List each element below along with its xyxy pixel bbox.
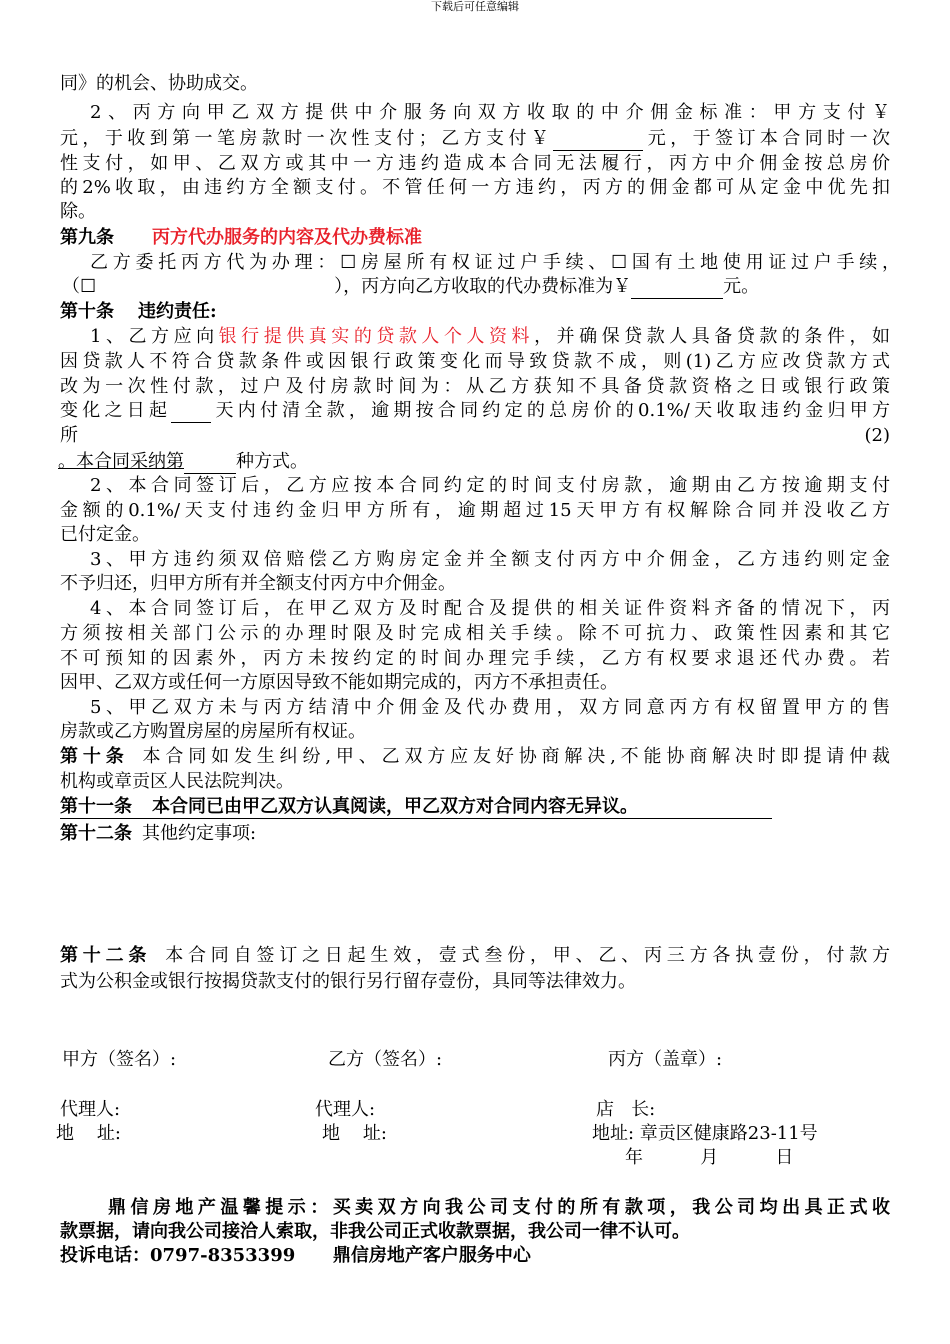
paragraph-line: 已付定金。: [60, 524, 150, 545]
paragraph-line: 性支付，如甲、乙双方或其中一方违约造成本合同无法履行，丙方中介佣金按总房价: [60, 153, 890, 174]
text-run: 变化之日起: [60, 400, 172, 421]
blank-field: [631, 278, 723, 299]
article-number: 第十一条: [60, 796, 132, 817]
paragraph-line: 金额的0.1%/天支付违约金归甲方所有，逾期超过15天甲方有权解除合同并没收乙方: [60, 500, 890, 521]
party-a-address-label: 地 址:: [56, 1123, 121, 1144]
party-b-signature-label: 乙方（签名）:: [328, 1049, 443, 1070]
complaint-phone: 投诉电话：0797-8353399 鼎信房地产客户服务中心: [60, 1245, 531, 1266]
article-title: 违约责任:: [138, 301, 217, 322]
article-text: 其他约定事项:: [142, 823, 257, 844]
paragraph-line: [60, 399, 890, 423]
highlighted-text: 银行提供真实的贷款人个人资料: [218, 326, 535, 347]
paragraph-line: [90, 325, 890, 349]
party-a-agent-label: 代理人:: [60, 1099, 121, 1120]
party-a-signature-label: 甲方（签名）:: [62, 1049, 177, 1070]
text-run: 1、乙方应向: [90, 326, 219, 347]
article-12b-line: [60, 944, 890, 968]
paragraph-line: [60, 127, 890, 151]
article-text: 本合同已由甲乙双方认真阅读，甲乙双方对合同内容无异议。: [152, 796, 638, 817]
article-10-heading: [60, 300, 890, 324]
store-manager-label: 店 长:: [596, 1099, 656, 1120]
paragraph-line: 房款或乙方购置房屋的房屋所有权证。: [60, 721, 366, 742]
company-tip-line: 鼎信房地产温馨提示：买卖双方向我公司支付的所有款项，我公司均出具正式收: [108, 1197, 890, 1218]
text-run: 。本合同采纳第: [58, 451, 184, 472]
paragraph-line: 因贷款人不符合贷款条件或因银行政策变化而导致贷款不成，则(1)乙方应改贷款方式: [60, 351, 890, 372]
text-run: ），丙方向乙方收取的代办费标准为￥: [334, 276, 632, 297]
article-dispute-line: [60, 745, 890, 769]
article-number: 第十条: [60, 301, 114, 322]
blank-field: [171, 402, 211, 423]
paragraph-line: 乙方委托丙方代为办理：☐房屋所有权证过户手续、☐国有土地使用证过户手续，: [90, 252, 900, 273]
paragraph-line: 同》的机会、协助成交。: [60, 73, 258, 94]
paragraph-line: 因甲、乙双方或任何一方原因导致不能如期完成的，丙方不承担责任。: [60, 672, 618, 693]
text-run: 本合同自签订之日起生效，壹式叁份，甲、乙、丙三方各执壹份，付款方: [165, 945, 890, 966]
article-number: 第十条: [60, 746, 129, 767]
paragraph-line: 所: [60, 425, 78, 446]
text-run: （☐: [62, 276, 97, 297]
page-header-note: 下载后可任意编辑: [431, 0, 519, 13]
paragraph-line: 2、丙方向甲乙双方提供中介服务向双方收取的中介佣金标准：甲方支付￥: [90, 102, 890, 123]
paragraph-line: 4、本合同签订后，在甲乙双方及时配合及提供的相关证件资料齐备的情况下，丙: [90, 598, 890, 619]
paragraph-line: 方须按相关部门公示的办理时限及时完成相关手续。除不可抗力、政策性因素和其它: [60, 623, 890, 644]
party-b-agent-label: 代理人:: [315, 1099, 376, 1120]
paragraph-line: 的2%收取，由违约方全额支付。不管任何一方违约，丙方的佣金都可从定金中优先扣: [60, 177, 890, 198]
article-number: 第十二条: [60, 823, 132, 844]
party-c-seal-label: 丙方（盖章）:: [608, 1049, 723, 1070]
article-9-heading: [60, 226, 890, 250]
article-number: 第十二条: [60, 945, 152, 966]
company-tip-line: 款票据，请向我公司接洽人索取，非我公司正式收款票据，我公司一律不认可。: [60, 1221, 690, 1242]
paragraph-line: 5、甲乙双方未与丙方结清中介佣金及代办费用，双方同意丙方有权留置甲方的售: [90, 697, 890, 718]
text-run: ，并确保贷款人具备贷款的条件，如: [534, 326, 891, 347]
text-run: 本合同如发生纠纷,甲、乙双方应友好协商解决,不能协商解决时即提请仲裁: [142, 746, 890, 767]
paragraph-line: 改为一次性付款，过户及付房款时间为：从乙方获知不具备贷款资格之日或银行政策: [60, 376, 890, 397]
article-12-line: [60, 822, 890, 846]
text-run: 元，于收到第一笔房款时一次性支付；乙方支付￥: [60, 128, 554, 149]
paragraph-line: [58, 450, 888, 474]
text-run: 元。: [723, 276, 760, 297]
text-run: 种方式。: [236, 451, 308, 472]
party-b-address-label: 地 址:: [322, 1123, 387, 1144]
paragraph-line: 不可预知的因素外，丙方未按约定的时间办理完手续，乙方有权要求退还代办费。若: [60, 648, 890, 669]
paragraph-line: 不予归还，归甲方所有并全额支付丙方中介佣金。: [60, 573, 456, 594]
paragraph-line: 机构或章贡区人民法院判决。: [60, 771, 294, 792]
article-11-line: [60, 796, 772, 819]
paragraph-line: 2、本合同签订后，乙方应按本合同约定的时间支付房款，逾期由乙方按逾期支付: [90, 475, 890, 496]
blank-field: [553, 130, 643, 151]
paragraph-line: (2): [864, 425, 890, 446]
paragraph-line: 3、甲方违约须双倍赔偿乙方购房定金并全额支付丙方中介佣金，乙方违约则定金: [90, 549, 890, 570]
article-number: 第九条: [60, 227, 114, 248]
text-run: 元，于签订本合同时一次: [643, 128, 891, 149]
text-run: 天内付清全款，逾期按合同约定的总房价的0.1%/天收取违约金归甲方: [211, 400, 891, 421]
party-c-address: 地址: 章贡区健康路23-11号: [592, 1123, 818, 1144]
paragraph-line: 除。: [60, 201, 96, 222]
article-title: 丙方代办服务的内容及代办费标准: [152, 227, 422, 248]
paragraph-line: 式为公积金或银行按揭贷款支付的银行另行留存壹份，具同等法律效力。: [60, 971, 636, 992]
blank-field: [184, 453, 236, 474]
paragraph-line: [62, 275, 892, 299]
signing-date: 年 月 日: [625, 1147, 794, 1168]
